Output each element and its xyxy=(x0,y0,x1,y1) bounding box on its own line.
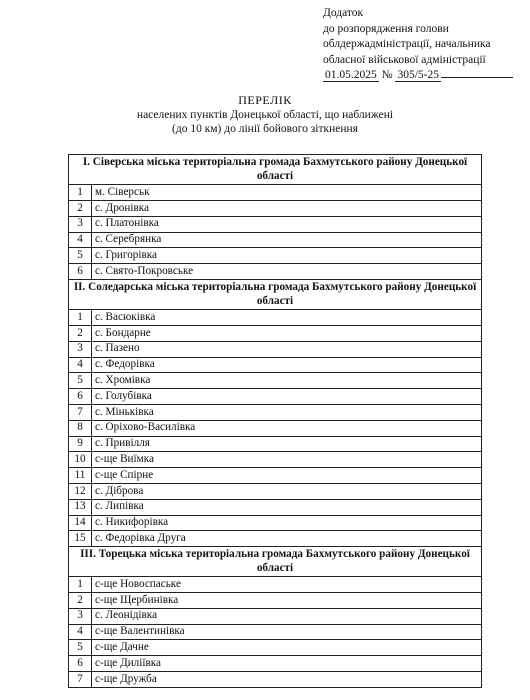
settlement-name: с. Хромівка xyxy=(92,373,482,389)
table-row xyxy=(69,452,482,468)
section-title: III. Торецька міська територіальна громада Бахмутського району Донецької області xyxy=(69,547,482,577)
table-row xyxy=(69,593,482,609)
settlement-name: с. Привілля xyxy=(92,436,482,452)
row-number: 1 xyxy=(69,310,92,326)
row-number: 3 xyxy=(69,608,92,624)
table-row xyxy=(69,531,482,547)
settlement-name: с. Васюківка xyxy=(92,310,482,326)
settlement-name: с. Никифорівка xyxy=(92,515,482,531)
table-row xyxy=(69,420,482,436)
settlements-table-body xyxy=(69,155,482,688)
section-header-row xyxy=(69,547,482,577)
table-row xyxy=(69,200,482,216)
settlement-name: с. Пазено xyxy=(92,341,482,357)
row-number: 2 xyxy=(69,593,92,609)
table-row xyxy=(69,341,482,357)
table-row xyxy=(69,357,482,373)
row-number: 11 xyxy=(69,468,92,484)
row-number: 10 xyxy=(69,452,92,468)
table-row xyxy=(69,640,482,656)
row-number: 4 xyxy=(69,624,92,640)
row-number: 7 xyxy=(69,404,92,420)
row-number: 6 xyxy=(69,389,92,405)
table-row xyxy=(69,389,482,405)
order-number-label: № xyxy=(381,69,393,81)
settlement-name: с. Міньківка xyxy=(92,404,482,420)
section-header-row xyxy=(69,155,482,185)
order-underline xyxy=(441,77,513,78)
row-number: 5 xyxy=(69,373,92,389)
order-date-number xyxy=(323,68,523,84)
settlement-name: с-ще Дачне xyxy=(92,640,482,656)
settlement-name: с. Голубівка xyxy=(92,389,482,405)
table-row xyxy=(69,248,482,264)
settlement-name: с-ще Спірне xyxy=(92,468,482,484)
settlement-name: с. Діброва xyxy=(92,483,482,499)
annex-line-military-administration: обласної військової адміністрації xyxy=(323,53,486,66)
settlement-name: с. Григорівка xyxy=(92,248,482,264)
document-subtitle-line2: (до 10 км) до лінії бойового зіткнення xyxy=(172,123,358,135)
table-row xyxy=(69,672,482,688)
document-heading xyxy=(0,93,530,137)
row-number: 14 xyxy=(69,515,92,531)
row-number: 6 xyxy=(69,656,92,672)
order-number: 305/5-25 xyxy=(397,69,440,81)
settlement-name: с. Леонідівка xyxy=(92,608,482,624)
row-number: 2 xyxy=(69,325,92,341)
section-title: I. Сіверська міська територіальна громада Бахмутського району Донецької області xyxy=(69,155,482,185)
settlement-name: с-ще Щербинівка xyxy=(92,593,482,609)
settlement-name: с. Дронівка xyxy=(92,200,482,216)
row-number: 6 xyxy=(69,264,92,280)
table-row xyxy=(69,468,482,484)
annex-block xyxy=(323,6,523,84)
table-row xyxy=(69,499,482,515)
settlement-name: с-ще Диліївка xyxy=(92,656,482,672)
row-number: 7 xyxy=(69,672,92,688)
annex-line-order: до розпорядження голови xyxy=(323,22,449,35)
settlement-name: с. Бондарне xyxy=(92,325,482,341)
annex-label: Додаток xyxy=(323,7,364,19)
row-number: 13 xyxy=(69,499,92,515)
settlements-table xyxy=(68,154,482,688)
row-number: 9 xyxy=(69,436,92,452)
row-number: 8 xyxy=(69,420,92,436)
table-row xyxy=(69,608,482,624)
document-title: ПЕРЕЛІК xyxy=(238,93,292,107)
table-row xyxy=(69,624,482,640)
row-number: 15 xyxy=(69,531,92,547)
annex-line-administration: облдержадміністрації, начальника xyxy=(323,38,491,50)
table-row xyxy=(69,232,482,248)
table-row xyxy=(69,264,482,280)
row-number: 3 xyxy=(69,216,92,232)
settlement-name: с. Серебрянка xyxy=(92,232,482,248)
settlement-name: с. Федорівка Друга xyxy=(92,531,482,547)
settlement-name: с. Платонівка xyxy=(92,216,482,232)
row-number: 1 xyxy=(69,577,92,593)
document-subtitle-line1: населених пунктів Донецької області, що наближені xyxy=(136,108,394,121)
settlement-name: с. Липівка xyxy=(92,499,482,515)
section-header-row xyxy=(69,279,482,309)
settlement-name: с. Свято-Покровське xyxy=(92,264,482,280)
row-number: 2 xyxy=(69,200,92,216)
row-number: 12 xyxy=(69,483,92,499)
settlement-name: с. Федорівка xyxy=(92,357,482,373)
settlement-name: м. Сіверськ xyxy=(92,185,482,201)
table-row xyxy=(69,656,482,672)
table-row xyxy=(69,515,482,531)
settlement-name: с-ще Виїмка xyxy=(92,452,482,468)
table-row xyxy=(69,404,482,420)
row-number: 4 xyxy=(69,232,92,248)
settlement-name: с-ще Валентинівка xyxy=(92,624,482,640)
table-row xyxy=(69,310,482,326)
row-number: 5 xyxy=(69,640,92,656)
row-number: 1 xyxy=(69,185,92,201)
table-row xyxy=(69,185,482,201)
row-number: 5 xyxy=(69,248,92,264)
section-title: II. Соледарська міська територіальна громада Бахмутського району Донецької області xyxy=(69,279,482,309)
table-row xyxy=(69,216,482,232)
settlement-name: с-ще Дружба xyxy=(92,672,482,688)
order-date: 01.05.2025 xyxy=(325,69,377,81)
table-row xyxy=(69,325,482,341)
table-row xyxy=(69,373,482,389)
table-row xyxy=(69,483,482,499)
row-number: 3 xyxy=(69,341,92,357)
settlement-name: с. Оріхово-Василівка xyxy=(92,420,482,436)
table-row xyxy=(69,436,482,452)
row-number: 4 xyxy=(69,357,92,373)
settlement-name: с-ще Новоспаське xyxy=(92,577,482,593)
table-row xyxy=(69,577,482,593)
